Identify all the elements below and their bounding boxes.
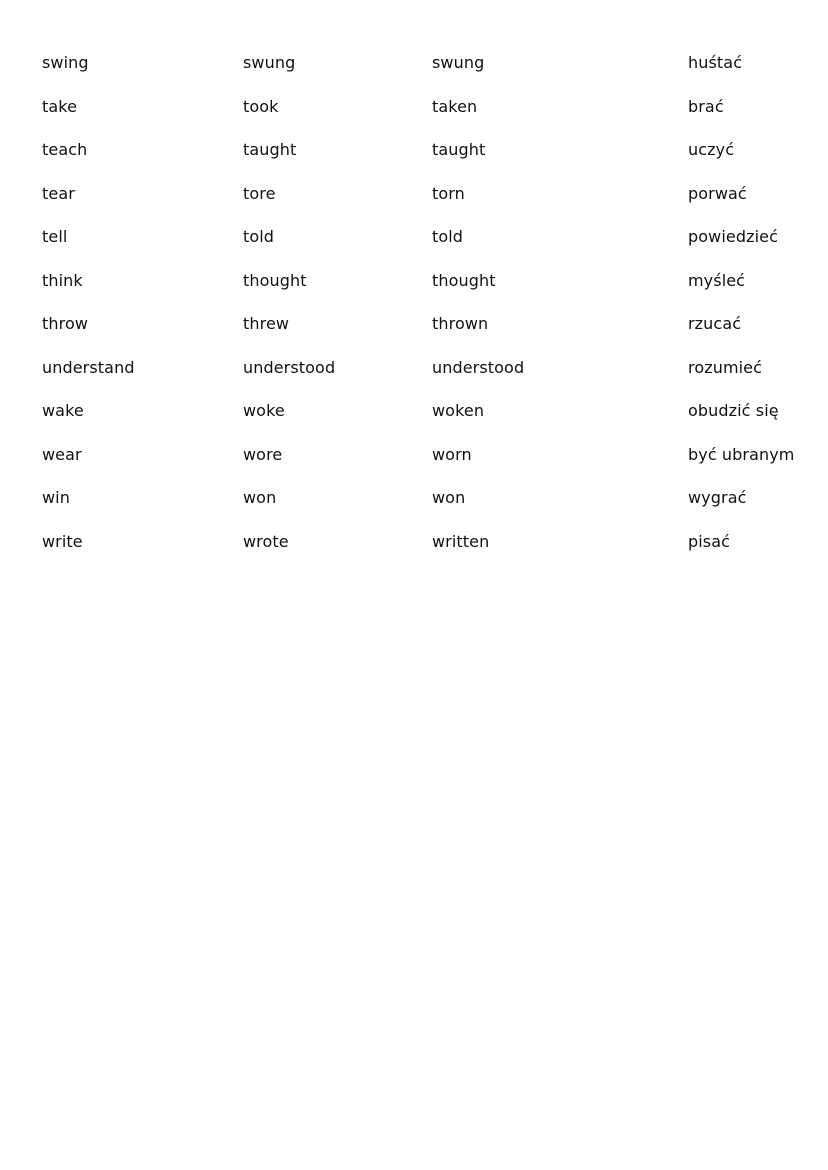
past-participle: swung [432,53,485,72]
verb-row [0,434,828,478]
base-form: tear [42,183,75,203]
past-participle: told [432,227,464,246]
past-participle: taught [432,140,486,159]
polish-translation: powiedzieć [688,227,778,246]
base-form: write [42,531,83,551]
past-simple: taught [243,140,297,159]
past-simple: won [243,488,277,507]
base-form: tell [42,227,68,246]
base-form: win [42,488,70,507]
past-participle: thrown [432,314,489,333]
base-form: wake [42,401,84,420]
verb-row [0,477,828,521]
base-form: think [42,270,83,290]
past-simple: thought [243,270,307,290]
polish-translation: rzucać [688,314,742,333]
past-simple: wore [243,444,283,464]
past-simple: threw [243,314,290,333]
polish-translation: być ubranym [688,444,795,464]
polish-translation: brać [688,96,724,116]
past-participle: torn [432,183,465,203]
polish-translation: rozumieć [688,357,763,377]
past-participle: worn [432,444,472,464]
past-participle: taken [432,96,478,116]
polish-translation: huśtać [688,53,743,72]
polish-translation: wygrać [688,488,747,507]
verb-row [0,42,828,86]
polish-translation: myśleć [688,270,746,290]
past-simple: took [243,96,279,116]
base-form: throw [42,314,89,333]
verb-row [0,216,828,260]
past-simple: told [243,227,275,246]
past-participle: woken [432,401,485,420]
base-form: understand [42,357,135,377]
past-participle: understood [432,357,525,377]
past-simple: swung [243,53,296,72]
polish-translation: obudzić się [688,401,779,420]
verb-row [0,521,828,565]
verb-row [0,173,828,217]
polish-translation: porwać [688,183,747,203]
past-participle: thought [432,270,496,290]
past-simple: wrote [243,531,289,551]
verb-row [0,303,828,347]
polish-translation: uczyć [688,140,735,159]
polish-translation: pisać [688,531,731,551]
irregular-verbs-table [0,42,828,564]
verb-row [0,86,828,130]
base-form: teach [42,140,88,159]
verb-row [0,390,828,434]
past-simple: tore [243,183,276,203]
verb-row [0,347,828,391]
verb-row [0,129,828,173]
verb-row [0,260,828,304]
base-form: wear [42,444,82,464]
past-participle: written [432,531,490,551]
past-participle: won [432,488,466,507]
base-form: swing [42,53,89,72]
past-simple: understood [243,357,336,377]
base-form: take [42,96,78,116]
past-simple: woke [243,401,285,420]
